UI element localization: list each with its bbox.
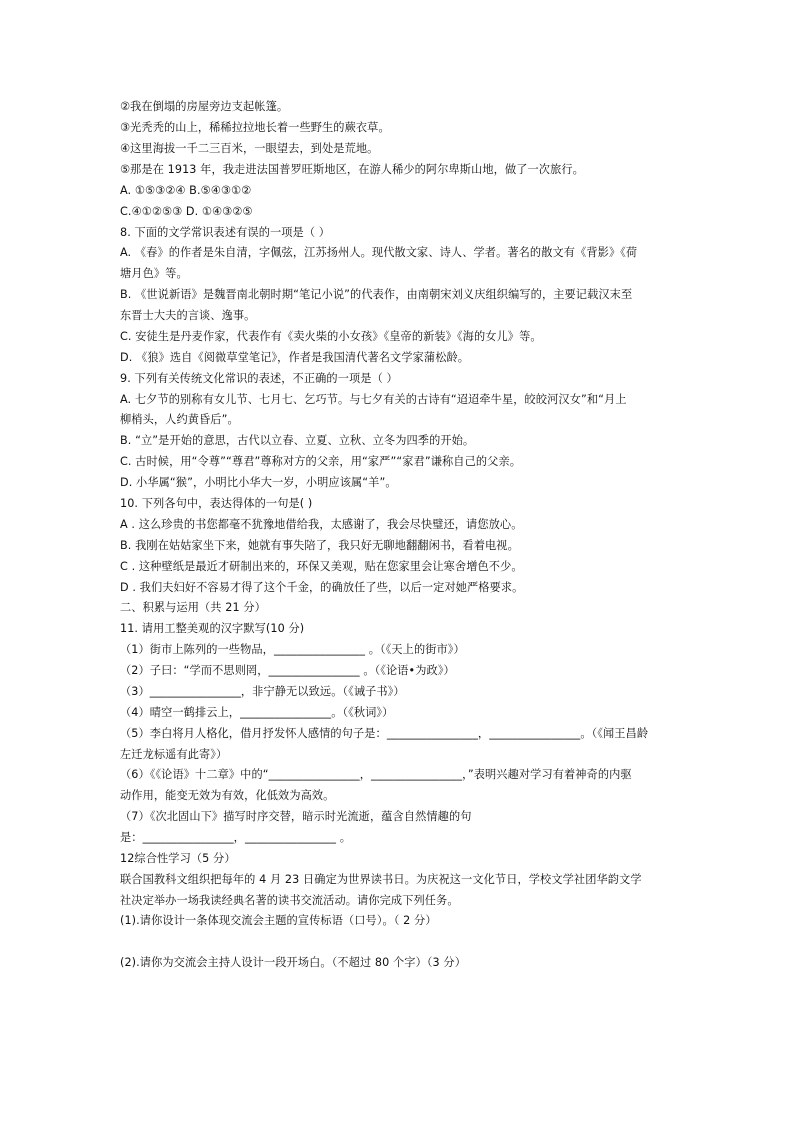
fill-blank-line: 是：________________，________________ 。 — [120, 831, 352, 844]
option-line: C . 这种壁纸是最近才研制出来的，环保又美观，贴在您家里会让寒舍增色不少。 — [120, 560, 523, 573]
option-line: B. 我刚在姑姑家坐下来，她就有事失陪了，我只好无聊地翻翻闲书，看着电视。 — [120, 539, 519, 552]
answer-options: C.④①②⑤③ D. ①④③②⑤ — [120, 205, 253, 218]
option-line: A. 七夕节的别称有女儿节、七月七、乞巧节。与七夕有关的古诗有“迢迢牵牛星，皎皎河汉女”和“月上 — [120, 393, 627, 406]
fill-blank-line: （1）街市上陈列的一些物品，________________ 。（《天上的街市》） — [120, 643, 465, 656]
answer-options: A. ①⑤③②④ B.⑤④③①② — [120, 184, 252, 197]
fill-blank-line: （4）晴空一鹤排云上，________________。（《秋词》） — [120, 706, 394, 719]
fill-blank-line: （2）子曰：“学而不思则罔，________________ 。（《论语•为政》） — [120, 664, 455, 677]
option-line: 柳梢头，人约黄昏后”。 — [120, 413, 239, 426]
fill-blank-line: 左迁龙标遥有此寄》） — [120, 748, 228, 761]
option-line: 塘月色》等。 — [120, 267, 188, 280]
task-1: (1).请你设计一条体现交流会主题的宣传标语（口号）。（ 2 分） — [120, 914, 437, 927]
option-line: D. 小华属“猴”，小明比小华大一岁，小明应该属“羊”。 — [120, 476, 397, 489]
question-8: 8. 下面的文学常识表述有误的一项是（ ） — [120, 226, 331, 239]
option-line: A. 《春》的作者是朱自清，字佩弦，江苏扬州人。现代散文家、诗人、学者。著名的散文有《背影》《荷 — [120, 246, 638, 259]
text-line: ⑤那是在 1913 年，我走进法国普罗旺斯地区，在游人稀少的阿尔卑斯山地，做了一次旅行。 — [120, 163, 584, 176]
option-line: B. 《世说新语》是魏晋南北朝时期“笔记小说”的代表作，由南朝宋刘义庆组织编写的，主要记载汉末至 — [120, 288, 633, 301]
option-line: A . 这么珍贵的书您都毫不犹豫地借给我，太感谢了，我会尽快璧还，请您放心。 — [120, 518, 523, 531]
question-10: 10. 下列各句中，表达得体的一句是( ) — [120, 497, 313, 510]
option-line: B. “立”是开始的意思，古代以立春、立夏、立秋、立冬为四季的开始。 — [120, 434, 475, 447]
fill-blank-line: （6）《《论语》十二章》中的“________________，________________，”表明兴趣对学习有着神奇的内驱 — [120, 768, 632, 781]
text-line: ④这里海拔一千二三百米，一眼望去，到处是荒地。 — [120, 142, 379, 155]
fill-blank-line: （7）《次北固山下》描写时序交替，暗示时光流逝，蕴含自然情趣的句 — [120, 810, 472, 823]
fill-blank-line: （3）________________，非宁静无以致远。（《诫子书》） — [120, 685, 405, 698]
text-line: ③光秃秃的山上，稀稀拉拉地长着一些野生的蕨衣草。 — [120, 121, 390, 134]
paragraph-line: 社决定举办一场我读经典名著的读书交流活动。请你完成下列任务。 — [120, 894, 459, 907]
question-11: 11. 请用工整美观的汉字默写(10 分) — [120, 622, 305, 635]
option-line: D. 《狼》选自《阅微草堂笔记》，作者是我国清代著名文学家蒲松龄。 — [120, 351, 470, 364]
question-12: 12综合性学习（5 分） — [120, 852, 236, 865]
option-line: 东晋士大夫的言谈、逸事。 — [120, 309, 256, 322]
question-9: 9. 下列有关传统文化常识的表述，不正确的一项是（ ） — [120, 372, 398, 385]
fill-blank-line: （5）李白将月人格化，借月抒发怀人感情的句子是：________________，________________。（《闻王昌龄 — [120, 727, 649, 740]
paragraph-line: 联合国教科文组织把每年的 4 月 23 日确定为世界读书日。为庆祝这一文化节日，学校文学社团华韵文学 — [120, 873, 642, 886]
task-2: (2).请你为交流会主持人设计一段开场白。（不超过 80 个字）（3 分） — [120, 956, 466, 969]
option-line: C. 安徒生是丹麦作家，代表作有《卖火柴的小女孩》《皇帝的新装》《海的女儿》等。 — [120, 330, 542, 343]
option-line: C. 古时候，用“令尊”“尊君”尊称对方的父亲，用“家严”“家君”谦称自己的父亲。 — [120, 455, 522, 468]
section-heading: 二、积累与运用（共 21 分） — [120, 601, 266, 614]
fill-blank-line: 动作用，能变无效为有效，化低效为高效。 — [120, 789, 335, 802]
text-line: ②我在倒塌的房屋旁边支起帐篷。 — [120, 100, 289, 113]
option-line: D . 我们夫妇好不容易才得了这个千金，的确放任了些，以后一定对她严格要求。 — [120, 581, 524, 594]
